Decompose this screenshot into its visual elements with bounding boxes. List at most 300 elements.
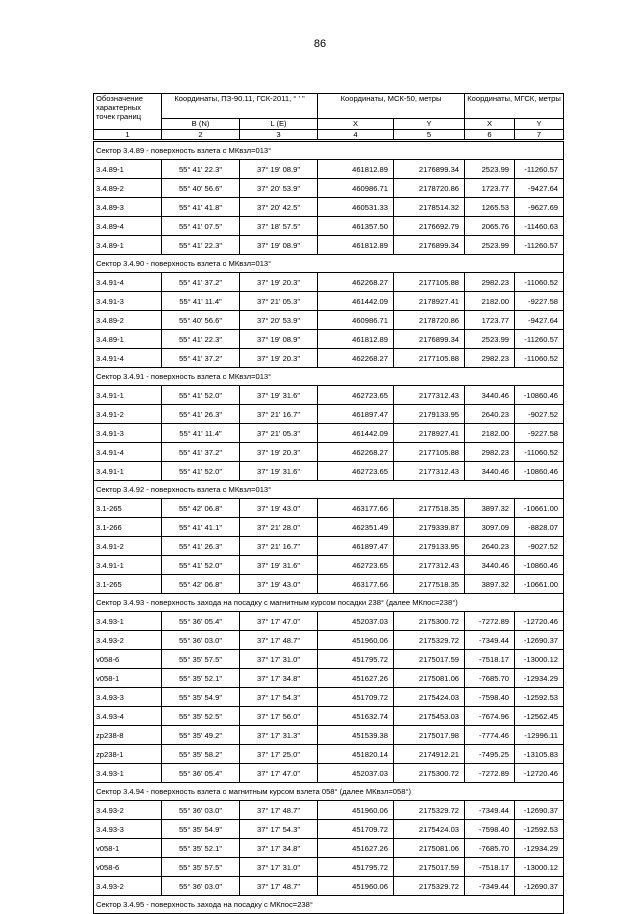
cell-longitude-l: 37° 18' 57.5": [240, 217, 318, 236]
cell-point-id: 3.4.91-3: [94, 424, 162, 443]
cell-msk-x: 461812.89: [318, 330, 394, 349]
cell-point-id: 3.4.91-4: [94, 349, 162, 368]
cell-latitude-b: 55° 42' 06.8": [162, 575, 240, 594]
table-body: [94, 141, 564, 914]
cell-point-id: 3.4.91-1: [94, 556, 162, 575]
table-row: [94, 311, 564, 330]
table-row: [94, 198, 564, 217]
cell-longitude-l: 37° 19' 43.0": [240, 575, 318, 594]
cell-msk-x: 451795.72: [318, 650, 394, 669]
cell-mgsk-y: -11460.63: [515, 217, 564, 236]
cell-latitude-b: 55° 41' 22.3": [162, 330, 240, 349]
cell-longitude-l: 37° 17' 48.7": [240, 631, 318, 650]
cell-point-id: v058-6: [94, 650, 162, 669]
cell-msk-x: 451627.26: [318, 839, 394, 858]
header-sub-x-mgsk: X: [465, 119, 515, 130]
cell-msk-y: 2179339.87: [394, 518, 465, 537]
cell-mgsk-y: -13105.83: [515, 745, 564, 764]
cell-mgsk-x: 2523.99: [465, 160, 515, 179]
cell-mgsk-y: -11260.57: [515, 160, 564, 179]
cell-mgsk-y: -11060.52: [515, 273, 564, 292]
cell-mgsk-y: -9427.64: [515, 179, 564, 198]
cell-mgsk-y: -11260.57: [515, 330, 564, 349]
cell-point-id: 3.4.89-3: [94, 198, 162, 217]
cell-longitude-l: 37° 19' 43.0": [240, 499, 318, 518]
cell-point-id: 3.1-265: [94, 499, 162, 518]
cell-msk-y: 2175329.72: [394, 801, 465, 820]
table-row: [94, 556, 564, 575]
table-row: [94, 236, 564, 255]
cell-longitude-l: 37° 21' 16.7": [240, 405, 318, 424]
cell-msk-x: 461442.09: [318, 292, 394, 311]
cell-longitude-l: 37° 19' 08.9": [240, 160, 318, 179]
sector-header-row: [94, 783, 564, 801]
header-col-number: 2: [162, 130, 240, 141]
cell-point-id: 3.4.93-2: [94, 801, 162, 820]
cell-msk-x: 451709.72: [318, 688, 394, 707]
cell-msk-x: 451960.06: [318, 801, 394, 820]
header-sub-y-msk: Y: [394, 119, 465, 130]
cell-msk-x: 461812.89: [318, 160, 394, 179]
cell-mgsk-x: 2982.23: [465, 349, 515, 368]
cell-longitude-l: 37° 17' 31.0": [240, 858, 318, 877]
cell-mgsk-y: -10860.46: [515, 556, 564, 575]
cell-latitude-b: 55° 41' 37.2": [162, 443, 240, 462]
sector-title: Сектор 3.4.91 - поверхность взлета с МКвзл=013°: [94, 368, 564, 386]
cell-mgsk-y: -12562.45: [515, 707, 564, 726]
cell-msk-x: 461357.50: [318, 217, 394, 236]
cell-latitude-b: 55° 36' 03.0": [162, 877, 240, 896]
table-row: [94, 820, 564, 839]
cell-msk-x: 451795.72: [318, 858, 394, 877]
cell-msk-y: 2175081.06: [394, 839, 465, 858]
cell-msk-y: 2176899.34: [394, 236, 465, 255]
cell-mgsk-x: 3440.46: [465, 556, 515, 575]
table-row: [94, 575, 564, 594]
cell-msk-x: 460531.33: [318, 198, 394, 217]
cell-mgsk-y: -13000.12: [515, 650, 564, 669]
cell-mgsk-x: -7349.44: [465, 631, 515, 650]
cell-mgsk-y: -9027.52: [515, 537, 564, 556]
cell-point-id: 3.4.89-2: [94, 311, 162, 330]
cell-longitude-l: 37° 17' 56.0": [240, 707, 318, 726]
sector-header-row: [94, 594, 564, 612]
cell-mgsk-y: -12690.37: [515, 877, 564, 896]
cell-mgsk-x: -7674.96: [465, 707, 515, 726]
cell-latitude-b: 55° 35' 58.2": [162, 745, 240, 764]
cell-longitude-l: 37° 17' 47.0": [240, 764, 318, 783]
cell-point-id: 3.4.91-1: [94, 386, 162, 405]
cell-point-id: zp238-8: [94, 726, 162, 745]
cell-point-id: 3.4.89-2: [94, 179, 162, 198]
cell-mgsk-y: -13000.12: [515, 858, 564, 877]
table-row: [94, 839, 564, 858]
cell-msk-y: 2175300.72: [394, 764, 465, 783]
cell-longitude-l: 37° 17' 54.3": [240, 820, 318, 839]
cell-msk-y: 2175081.06: [394, 669, 465, 688]
cell-mgsk-y: -9627.69: [515, 198, 564, 217]
header-point-designation: Обозначение характерных точек границ: [94, 94, 162, 130]
cell-mgsk-y: -12996.11: [515, 726, 564, 745]
cell-latitude-b: 55° 41' 37.2": [162, 273, 240, 292]
cell-msk-x: 451820.14: [318, 745, 394, 764]
cell-latitude-b: 55° 36' 03.0": [162, 631, 240, 650]
cell-mgsk-x: -7598.40: [465, 688, 515, 707]
header-col-number: 1: [94, 130, 162, 141]
cell-mgsk-y: -11060.52: [515, 349, 564, 368]
cell-latitude-b: 55° 35' 54.9": [162, 820, 240, 839]
cell-msk-x: 462268.27: [318, 349, 394, 368]
cell-msk-x: 451709.72: [318, 820, 394, 839]
cell-mgsk-x: 3897.32: [465, 499, 515, 518]
cell-longitude-l: 37° 21' 05.3": [240, 424, 318, 443]
header-sub-b: B (N): [162, 119, 240, 130]
cell-latitude-b: 55° 36' 05.4": [162, 764, 240, 783]
cell-mgsk-x: -7272.89: [465, 612, 515, 631]
cell-latitude-b: 55° 41' 52.0": [162, 386, 240, 405]
header-col-number: 5: [394, 130, 465, 141]
cell-mgsk-x: 3440.46: [465, 386, 515, 405]
cell-mgsk-x: -7598.40: [465, 820, 515, 839]
cell-longitude-l: 37° 19' 31.6": [240, 462, 318, 481]
cell-point-id: 3.1-266: [94, 518, 162, 537]
cell-msk-y: 2175329.72: [394, 631, 465, 650]
table-row: [94, 650, 564, 669]
cell-longitude-l: 37° 21' 05.3": [240, 292, 318, 311]
cell-msk-y: 2175017.59: [394, 858, 465, 877]
cell-latitude-b: 55° 41' 41.8": [162, 198, 240, 217]
cell-msk-y: 2178720.86: [394, 311, 465, 330]
cell-latitude-b: 55° 42' 06.8": [162, 499, 240, 518]
cell-msk-x: 463177.66: [318, 575, 394, 594]
cell-point-id: 3.1-265: [94, 575, 162, 594]
cell-msk-y: 2179133.95: [394, 405, 465, 424]
cell-mgsk-x: 1265.53: [465, 198, 515, 217]
cell-msk-y: 2177518.35: [394, 499, 465, 518]
cell-msk-y: 2178514.32: [394, 198, 465, 217]
cell-longitude-l: 37° 20' 53.9": [240, 311, 318, 330]
cell-msk-y: 2175017.59: [394, 650, 465, 669]
cell-msk-y: 2175017.98: [394, 726, 465, 745]
cell-longitude-l: 37° 17' 25.0": [240, 745, 318, 764]
cell-latitude-b: 55° 36' 03.0": [162, 801, 240, 820]
cell-msk-y: 2177105.88: [394, 349, 465, 368]
cell-mgsk-y: -12592.53: [515, 688, 564, 707]
cell-longitude-l: 37° 19' 08.9": [240, 236, 318, 255]
cell-mgsk-y: -12690.37: [515, 631, 564, 650]
cell-longitude-l: 37° 19' 20.3": [240, 273, 318, 292]
cell-msk-y: 2176899.34: [394, 160, 465, 179]
cell-mgsk-y: -11260.57: [515, 236, 564, 255]
header-col-number: 4: [318, 130, 394, 141]
table-row: [94, 745, 564, 764]
table-row: [94, 160, 564, 179]
cell-latitude-b: 55° 41' 07.5": [162, 217, 240, 236]
cell-mgsk-x: 2523.99: [465, 330, 515, 349]
cell-point-id: zp238-1: [94, 745, 162, 764]
cell-msk-x: 461812.89: [318, 236, 394, 255]
cell-longitude-l: 37° 21' 28.0": [240, 518, 318, 537]
header-pz90-coordinates: Координаты, ПЗ-90.11, ГСК-2011, ° ' ": [162, 94, 318, 119]
cell-msk-x: 451960.06: [318, 631, 394, 650]
cell-latitude-b: 55° 41' 11.4": [162, 424, 240, 443]
cell-mgsk-x: 2640.23: [465, 405, 515, 424]
cell-longitude-l: 37° 19' 20.3": [240, 349, 318, 368]
cell-msk-y: 2175424.03: [394, 688, 465, 707]
cell-point-id: v058-1: [94, 839, 162, 858]
cell-msk-y: 2177312.43: [394, 556, 465, 575]
cell-msk-x: 461442.09: [318, 424, 394, 443]
cell-latitude-b: 55° 35' 52.5": [162, 707, 240, 726]
cell-msk-y: 2175424.03: [394, 820, 465, 839]
cell-msk-x: 452037.03: [318, 612, 394, 631]
header-mgsk-coordinates: Координаты, МГСК, метры: [465, 94, 564, 119]
cell-msk-y: 2177105.88: [394, 443, 465, 462]
cell-point-id: 3.4.89-1: [94, 160, 162, 179]
cell-mgsk-x: -7349.44: [465, 801, 515, 820]
cell-mgsk-y: -9027.52: [515, 405, 564, 424]
cell-mgsk-y: -9427.64: [515, 311, 564, 330]
cell-latitude-b: 55° 35' 52.1": [162, 839, 240, 858]
table-row: [94, 801, 564, 820]
cell-mgsk-x: 2182.00: [465, 292, 515, 311]
cell-point-id: 3.4.91-4: [94, 273, 162, 292]
cell-point-id: 3.4.91-2: [94, 405, 162, 424]
cell-longitude-l: 37° 17' 34.8": [240, 669, 318, 688]
table-row: [94, 405, 564, 424]
table-row: [94, 537, 564, 556]
cell-mgsk-x: 1723.77: [465, 179, 515, 198]
cell-msk-y: 2178927.41: [394, 292, 465, 311]
cell-mgsk-y: -12934.29: [515, 839, 564, 858]
cell-longitude-l: 37° 20' 53.9": [240, 179, 318, 198]
cell-msk-y: 2177518.35: [394, 575, 465, 594]
cell-mgsk-x: -7518.17: [465, 650, 515, 669]
cell-msk-y: 2175300.72: [394, 612, 465, 631]
cell-latitude-b: 55° 41' 26.3": [162, 537, 240, 556]
cell-msk-x: 451632.74: [318, 707, 394, 726]
table-row: [94, 688, 564, 707]
cell-msk-x: 462723.65: [318, 556, 394, 575]
sector-title: Сектор 3.4.90 - поверхность взлета с МКвзл=013°: [94, 255, 564, 273]
table-row: [94, 707, 564, 726]
cell-latitude-b: 55° 41' 52.0": [162, 556, 240, 575]
cell-msk-x: 460986.71: [318, 311, 394, 330]
table-row: [94, 443, 564, 462]
cell-longitude-l: 37° 17' 48.7": [240, 877, 318, 896]
cell-mgsk-y: -8828.07: [515, 518, 564, 537]
cell-latitude-b: 55° 41' 22.3": [162, 236, 240, 255]
cell-longitude-l: 37° 19' 08.9": [240, 330, 318, 349]
cell-mgsk-y: -10860.46: [515, 386, 564, 405]
cell-point-id: 3.4.93-2: [94, 877, 162, 896]
cell-mgsk-y: -12934.29: [515, 669, 564, 688]
cell-mgsk-x: 3440.46: [465, 462, 515, 481]
cell-mgsk-x: 2065.76: [465, 217, 515, 236]
cell-mgsk-x: -7349.44: [465, 877, 515, 896]
cell-msk-x: 452037.03: [318, 764, 394, 783]
cell-latitude-b: 55° 41' 22.3": [162, 160, 240, 179]
table-row: [94, 499, 564, 518]
cell-latitude-b: 55° 35' 54.9": [162, 688, 240, 707]
cell-point-id: 3.4.93-3: [94, 820, 162, 839]
table-row: [94, 726, 564, 745]
cell-mgsk-x: 2982.23: [465, 273, 515, 292]
header-col-number: 6: [465, 130, 515, 141]
sector-header-row: [94, 141, 564, 160]
header-sub-y-mgsk: Y: [515, 119, 564, 130]
cell-point-id: 3.4.89-1: [94, 236, 162, 255]
cell-point-id: 3.4.93-2: [94, 631, 162, 650]
table-row: [94, 518, 564, 537]
cell-msk-y: 2176899.34: [394, 330, 465, 349]
cell-msk-y: 2177312.43: [394, 462, 465, 481]
cell-latitude-b: 55° 41' 52.0": [162, 462, 240, 481]
cell-point-id: 3.4.91-4: [94, 443, 162, 462]
table-row: [94, 349, 564, 368]
cell-msk-x: 461897.47: [318, 537, 394, 556]
sector-title: Сектор 3.4.89 - поверхность взлета с МКвзл=013°: [94, 141, 564, 160]
table-row: [94, 631, 564, 650]
coordinates-table: [93, 93, 564, 914]
table-row: [94, 424, 564, 443]
cell-latitude-b: 55° 35' 57.5": [162, 858, 240, 877]
cell-longitude-l: 37° 19' 31.6": [240, 556, 318, 575]
cell-msk-x: 462723.65: [318, 386, 394, 405]
table-row: [94, 273, 564, 292]
cell-mgsk-y: -10661.00: [515, 499, 564, 518]
cell-mgsk-x: 1723.77: [465, 311, 515, 330]
cell-mgsk-x: -7774.46: [465, 726, 515, 745]
cell-mgsk-y: -12592.53: [515, 820, 564, 839]
cell-msk-x: 462723.65: [318, 462, 394, 481]
table-row: [94, 669, 564, 688]
cell-latitude-b: 55° 41' 11.4": [162, 292, 240, 311]
cell-mgsk-y: -10860.46: [515, 462, 564, 481]
cell-longitude-l: 37° 20' 42.5": [240, 198, 318, 217]
page-number: 86: [313, 38, 327, 50]
cell-point-id: v058-1: [94, 669, 162, 688]
cell-msk-y: 2177105.88: [394, 273, 465, 292]
cell-mgsk-y: -12720.46: [515, 764, 564, 783]
cell-msk-x: 462268.27: [318, 443, 394, 462]
cell-msk-y: 2176692.79: [394, 217, 465, 236]
cell-longitude-l: 37° 17' 31.0": [240, 650, 318, 669]
cell-point-id: 3.4.91-3: [94, 292, 162, 311]
cell-point-id: 3.4.93-1: [94, 612, 162, 631]
cell-latitude-b: 55° 41' 26.3": [162, 405, 240, 424]
cell-msk-x: 460986.71: [318, 179, 394, 198]
cell-longitude-l: 37° 17' 47.0": [240, 612, 318, 631]
table-row: [94, 179, 564, 198]
cell-msk-y: 2178927.41: [394, 424, 465, 443]
cell-point-id: 3.4.91-2: [94, 537, 162, 556]
cell-mgsk-x: 2640.23: [465, 537, 515, 556]
cell-latitude-b: 55° 40' 56.6": [162, 179, 240, 198]
cell-mgsk-x: 2982.23: [465, 443, 515, 462]
cell-mgsk-y: -11060.52: [515, 443, 564, 462]
cell-mgsk-y: -12720.46: [515, 612, 564, 631]
cell-point-id: v058-6: [94, 858, 162, 877]
cell-latitude-b: 55° 40' 56.6": [162, 311, 240, 330]
cell-mgsk-x: -7272.89: [465, 764, 515, 783]
sector-title: Сектор 3.4.94 - поверхность взлета с магнитным курсом взлета 058° (далее МКвзл=058°): [94, 783, 564, 801]
cell-longitude-l: 37° 17' 31.3": [240, 726, 318, 745]
table-row: [94, 217, 564, 236]
cell-msk-y: 2175453.03: [394, 707, 465, 726]
table-row: [94, 764, 564, 783]
table-row: [94, 386, 564, 405]
cell-msk-y: 2179133.95: [394, 537, 465, 556]
sector-title: Сектор 3.4.92 - поверхность взлета с МКвзл=013°: [94, 481, 564, 499]
table-row: [94, 877, 564, 896]
cell-longitude-l: 37° 17' 34.8": [240, 839, 318, 858]
sector-title: Сектор 3.4.93 - поверхность захода на посадку с магнитным курсом посадки 238° (далее МКпос=238°): [94, 594, 564, 612]
header-sub-l: L (E): [240, 119, 318, 130]
cell-msk-y: 2177312.43: [394, 386, 465, 405]
cell-mgsk-y: -10661.00: [515, 575, 564, 594]
cell-point-id: 3.4.93-4: [94, 707, 162, 726]
cell-point-id: 3.4.93-3: [94, 688, 162, 707]
cell-mgsk-y: -9227.58: [515, 292, 564, 311]
cell-latitude-b: 55° 36' 05.4": [162, 612, 240, 631]
cell-point-id: 3.4.93-1: [94, 764, 162, 783]
header-col-number: 7: [515, 130, 564, 141]
cell-longitude-l: 37° 17' 54.3": [240, 688, 318, 707]
cell-mgsk-x: 2182.00: [465, 424, 515, 443]
cell-mgsk-x: 2523.99: [465, 236, 515, 255]
cell-point-id: 3.4.91-1: [94, 462, 162, 481]
cell-mgsk-x: 3897.32: [465, 575, 515, 594]
cell-msk-x: 463177.66: [318, 499, 394, 518]
cell-msk-x: 461897.47: [318, 405, 394, 424]
cell-mgsk-x: 3097.09: [465, 518, 515, 537]
cell-longitude-l: 37° 19' 20.3": [240, 443, 318, 462]
table-row: [94, 612, 564, 631]
header-sub-x-msk: X: [318, 119, 394, 130]
sector-header-row: [94, 481, 564, 499]
cell-msk-x: 451960.06: [318, 877, 394, 896]
cell-latitude-b: 55° 35' 49.2": [162, 726, 240, 745]
cell-longitude-l: 37° 21' 16.7": [240, 537, 318, 556]
sector-header-row: [94, 368, 564, 386]
table-row: [94, 330, 564, 349]
cell-msk-y: 2174912.21: [394, 745, 465, 764]
cell-msk-x: 451539.38: [318, 726, 394, 745]
cell-latitude-b: 55° 41' 37.2": [162, 349, 240, 368]
table-row: [94, 292, 564, 311]
cell-latitude-b: 55° 35' 52.1": [162, 669, 240, 688]
cell-latitude-b: 55° 41' 41.1": [162, 518, 240, 537]
cell-msk-x: 451627.26: [318, 669, 394, 688]
cell-latitude-b: 55° 35' 57.5": [162, 650, 240, 669]
cell-mgsk-x: -7495.25: [465, 745, 515, 764]
cell-mgsk-x: -7685.70: [465, 669, 515, 688]
table-row: [94, 858, 564, 877]
header-col-number: 3: [240, 130, 318, 141]
sector-title: Сектор 3.4.95 - поверхность захода на посадку с МКпос=238°: [94, 896, 564, 914]
cell-msk-y: 2178720.86: [394, 179, 465, 198]
cell-msk-x: 462268.27: [318, 273, 394, 292]
cell-mgsk-x: -7518.17: [465, 858, 515, 877]
cell-longitude-l: 37° 19' 31.6": [240, 386, 318, 405]
sector-header-row: [94, 255, 564, 273]
cell-msk-x: 462351.49: [318, 518, 394, 537]
header-msk50-coordinates: Координаты, МСК-50, метры: [318, 94, 465, 119]
cell-mgsk-x: -7685.70: [465, 839, 515, 858]
table-row: [94, 462, 564, 481]
cell-mgsk-y: -12690.37: [515, 801, 564, 820]
